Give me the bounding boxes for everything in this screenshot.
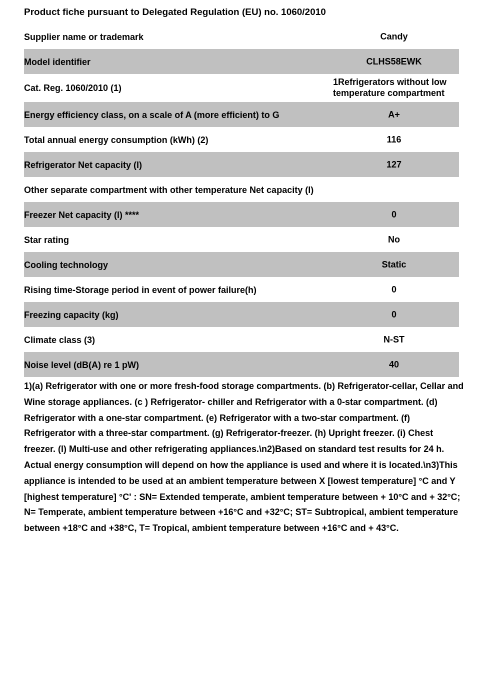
row-value: N-ST bbox=[383, 334, 405, 344]
table-row-star-rating bbox=[24, 227, 459, 252]
row-label: Star rating bbox=[24, 234, 70, 245]
footnotes-text: 1)(a) Refrigerator with one or more fresh-food storage compartments. (b) Refrigerator-cellar, Cellar and Wine storage appliances. (c ) Refrigerator- chiller and Refrigerator with a 0-star compartment. (d) Refrigerator with a one-star compartment. (e) Refrigerator with a two-star compartment. (f) Refrigerator with a three-star compartment. (g) Refrigerator-freezer. (h) Upright freezer. (i) Chest freezer. (l) Multi-use and other refrigerating appliances.\n2)Based on standard test results for 24 h. Actual energy consumption will depend on how the appliance is used and where it is located.\n3)This appliance is intended to be used at an ambient temperature between X [lowest temperature] °C and Y [highest temperature] °C' : SN= Extended temperate, ambient temperature between + 10°C and + 32°C; N= Temperate, ambient temperature between +16°C and +32°C; ST= Subtropical, ambient temperature between +18°C and +38°C, T= Tropical, ambient temperature between +16°C and + 43°C. bbox=[24, 381, 464, 534]
row-label: Model identifier bbox=[24, 56, 91, 67]
row-label: Rising time-Storage period in event of power failure(h) bbox=[24, 284, 257, 295]
table-row-energy-class bbox=[24, 102, 459, 127]
footnotes bbox=[24, 379, 464, 537]
row-label: Freezer Net capacity (l) **** bbox=[24, 209, 140, 220]
table-row-model-identifier bbox=[24, 49, 459, 74]
table-row-other-compartment bbox=[24, 177, 459, 202]
table-row-climate-class bbox=[24, 327, 459, 352]
row-value: 40 bbox=[388, 359, 399, 369]
row-value: No bbox=[388, 234, 400, 244]
row-label: Total annual energy consumption (kWh) (2) bbox=[24, 134, 209, 145]
row-value: 0 bbox=[391, 284, 397, 294]
row-value: 0 bbox=[391, 309, 397, 319]
page-title: Product fiche pursuant to Delegated Regulation (EU) no. 1060/2010 bbox=[24, 7, 326, 18]
row-label: Cooling technology bbox=[24, 259, 108, 270]
table-row-rising-time bbox=[24, 277, 459, 302]
row-label: Freezing capacity (kg) bbox=[24, 309, 119, 320]
table-row-refrigerator-capacity bbox=[24, 152, 459, 177]
table-row-freezer-capacity bbox=[24, 202, 459, 227]
row-value: A+ bbox=[388, 109, 400, 119]
row-label: Other separate compartment with other temperature Net capacity (l) bbox=[24, 184, 314, 195]
row-label: Noise level (dB(A) re 1 pW) bbox=[24, 359, 140, 370]
row-value: CLHS58EWK bbox=[366, 56, 422, 66]
row-value: Static bbox=[381, 259, 407, 269]
row-value: 0 bbox=[391, 209, 397, 219]
table-row-cooling-technology bbox=[24, 252, 459, 277]
row-value: 116 bbox=[386, 134, 402, 144]
row-value: 127 bbox=[386, 159, 402, 169]
table-row-annual-consumption bbox=[24, 127, 459, 152]
row-label: Refrigerator Net capacity (l) bbox=[24, 159, 143, 170]
table-row-category bbox=[24, 74, 459, 102]
table-row-noise-level bbox=[24, 352, 459, 377]
row-label: Energy efficiency class, on a scale of A (more efficient) to G bbox=[24, 109, 280, 120]
product-fiche-table bbox=[24, 24, 459, 377]
row-value: 1Refrigerators without low temperature compartment bbox=[333, 77, 447, 98]
row-value: Candy bbox=[380, 31, 408, 41]
row-label: Cat. Reg. 1060/2010 (1) bbox=[24, 83, 122, 93]
table-row-supplier bbox=[24, 24, 459, 49]
row-label: Supplier name or trademark bbox=[24, 31, 144, 42]
row-label: Climate class (3) bbox=[24, 334, 96, 345]
table-row-freezing-capacity bbox=[24, 302, 459, 327]
